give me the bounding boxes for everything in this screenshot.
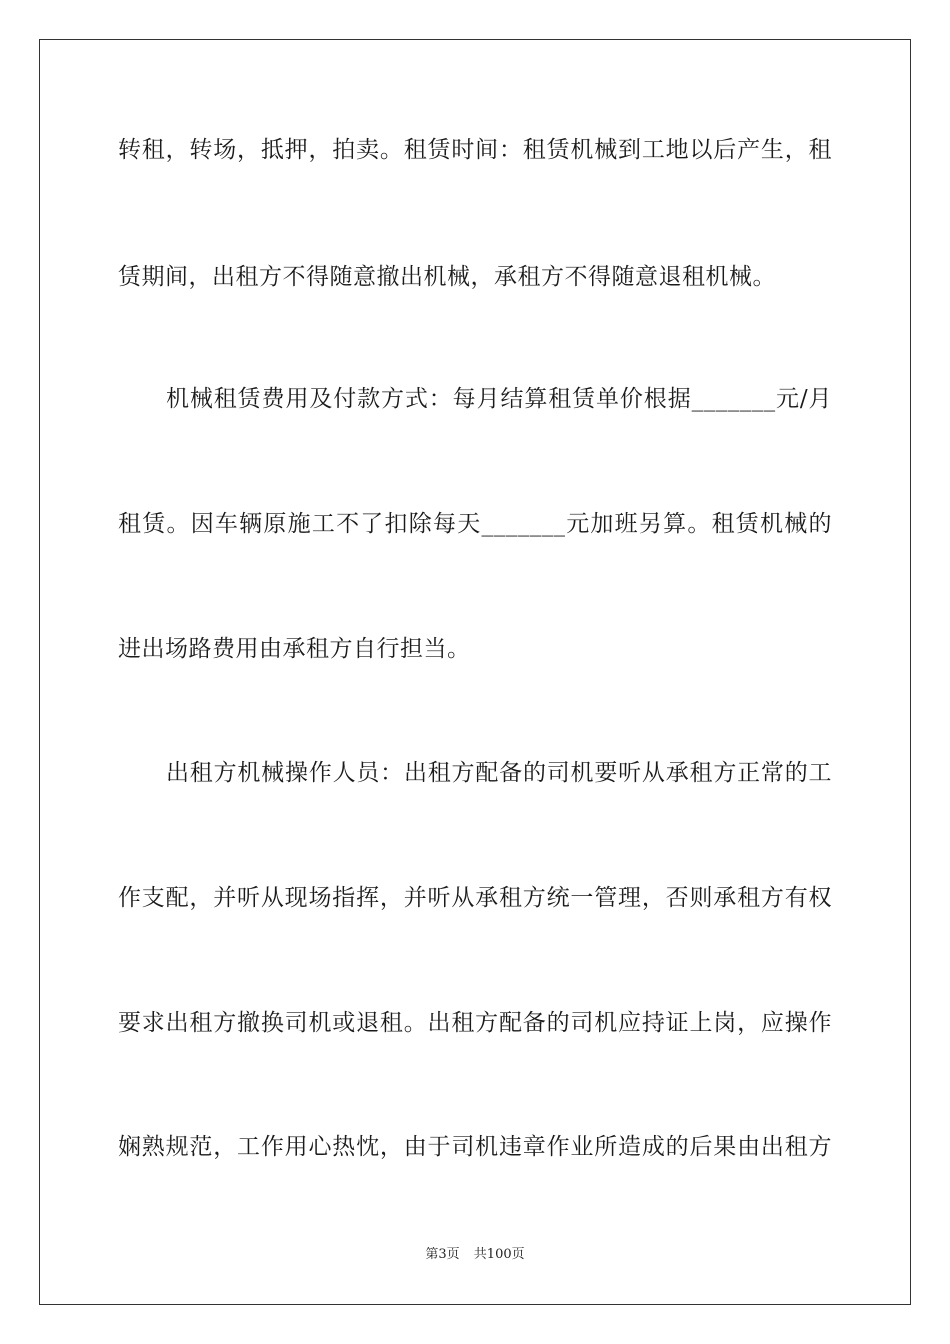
text-line: 机械租赁费用及付款方式：每月结算租赁单价根据_______元/月	[166, 386, 832, 412]
text-line: 赁期间，出租方不得随意撤出机械，承租方不得随意退租机械。	[118, 264, 776, 290]
total-pages: 共100页	[473, 1247, 525, 1262]
text-line: 租赁。因车辆原施工不了扣除每天_______元加班另算。租赁机械的	[118, 511, 832, 537]
text-line: 转租，转场，抵押，拍卖。租赁时间：租赁机械到工地以后产生，租	[118, 137, 832, 163]
page-number: 第3页	[425, 1247, 460, 1262]
text-line: 出租方机械操作人员：出租方配备的司机要听从承租方正常的工	[166, 760, 832, 786]
text-line: 作支配，并听从现场指挥，并听从承租方统一管理，否则承租方有权	[118, 885, 832, 911]
page-footer	[0, 1246, 950, 1264]
text-line: 要求出租方撤换司机或退租。出租方配备的司机应持证上岗，应操作	[118, 1010, 832, 1036]
text-line: 娴熟规范，工作用心热忱，由于司机违章作业所造成的后果由出租方	[118, 1134, 832, 1160]
page-border	[39, 39, 911, 1305]
text-line: 进出场路费用由承租方自行担当。	[118, 636, 471, 662]
